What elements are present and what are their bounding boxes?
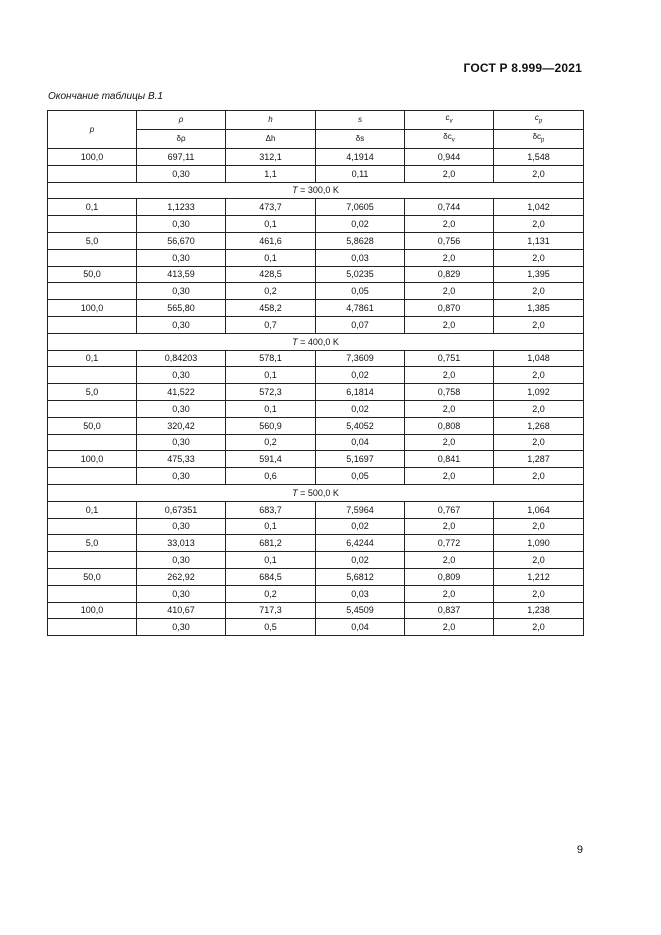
table-cell: 2,0 (405, 316, 494, 333)
table-cell: 2,0 (405, 552, 494, 569)
table-body (48, 149, 584, 636)
table-cell: 683,7 (226, 501, 316, 518)
table-cell: 1,048 (494, 350, 584, 367)
table-cell: 0,6 (226, 468, 316, 485)
table-cell: 0,1 (226, 518, 316, 535)
table-cell (48, 468, 137, 485)
table-cell: 1,1 (226, 165, 316, 182)
table-cell: 0,02 (316, 216, 405, 233)
table-cell: 681,2 (226, 535, 316, 552)
table-cell: 2,0 (494, 216, 584, 233)
table-cell: 0,1 (48, 350, 137, 367)
table-cell: 0,1 (226, 216, 316, 233)
table-cell: 2,0 (405, 165, 494, 182)
table-row (48, 585, 584, 602)
table-cell: 100,0 (48, 149, 137, 166)
table-cell: 1,548 (494, 149, 584, 166)
table-cell: 0,30 (137, 216, 226, 233)
table-cell: 0,02 (316, 552, 405, 569)
table-cell: 2,0 (494, 249, 584, 266)
table-cell: 0,30 (137, 165, 226, 182)
temperature-section-row (48, 484, 584, 501)
table-cell: 5,6812 (316, 568, 405, 585)
table-cell: 320,42 (137, 417, 226, 434)
table-cell: 1,090 (494, 535, 584, 552)
table-cell: 0,67351 (137, 501, 226, 518)
table-cell: 2,0 (405, 400, 494, 417)
table-row (48, 266, 584, 283)
table-cell (48, 585, 137, 602)
table-cell: 1,092 (494, 384, 584, 401)
table-cell: 100,0 (48, 451, 137, 468)
header-cp-uncertainty: $\delta c_p$ (494, 130, 584, 149)
table-cell: 413,59 (137, 266, 226, 283)
table-cell (48, 619, 137, 636)
table-cell: 717,3 (226, 602, 316, 619)
table-cell: 1,042 (494, 199, 584, 216)
table-row (48, 249, 584, 266)
properties-table (47, 110, 584, 636)
header-cv-uncertainty: $\delta c_v$ (405, 130, 494, 149)
header-row-symbols (48, 111, 584, 130)
table-cell: 1,212 (494, 568, 584, 585)
table-row (48, 535, 584, 552)
table-cell: 2,0 (494, 518, 584, 535)
table-cell (48, 518, 137, 535)
table-cell: 0,30 (137, 283, 226, 300)
table-cell: 0,1 (226, 400, 316, 417)
header-entropy-uncertainty: δs (316, 130, 405, 149)
table-cell: 0,30 (137, 249, 226, 266)
table-row (48, 451, 584, 468)
table-row (48, 619, 584, 636)
table-cell: 33,013 (137, 535, 226, 552)
table-cell: 0,30 (137, 619, 226, 636)
table-cell: 50,0 (48, 568, 137, 585)
table-cell: 1,064 (494, 501, 584, 518)
table-row (48, 501, 584, 518)
table-cell: 410,67 (137, 602, 226, 619)
table-cell: 1,395 (494, 266, 584, 283)
table-cell: 2,0 (405, 585, 494, 602)
table-cell: 7,3609 (316, 350, 405, 367)
table-cell: 0,841 (405, 451, 494, 468)
table-cell: 684,5 (226, 568, 316, 585)
table-cell: 56,670 (137, 232, 226, 249)
table-cell (48, 165, 137, 182)
table-cell: 0,870 (405, 300, 494, 317)
table-cell: 41,522 (137, 384, 226, 401)
table-cell: 0,772 (405, 535, 494, 552)
table-cell: 100,0 (48, 602, 137, 619)
header-cp: $c_p$ (494, 111, 584, 130)
table-cell: 5,0 (48, 384, 137, 401)
table-cell: 0,7 (226, 316, 316, 333)
table-row (48, 384, 584, 401)
table-cell: 0,744 (405, 199, 494, 216)
page-number: 9 (576, 844, 583, 856)
table-cell: 572,3 (226, 384, 316, 401)
table-cell (48, 283, 137, 300)
table-cell: 560,9 (226, 417, 316, 434)
table-cell: 0,05 (316, 468, 405, 485)
table-cell: 4,1914 (316, 149, 405, 166)
table-cell: 2,0 (494, 316, 584, 333)
table-cell: 2,0 (494, 283, 584, 300)
table-row (48, 417, 584, 434)
table-cell: 591,4 (226, 451, 316, 468)
table-cell: 0,751 (405, 350, 494, 367)
table-cell: 7,5964 (316, 501, 405, 518)
table-cell: 0,30 (137, 400, 226, 417)
table-cell: 0,11 (316, 165, 405, 182)
table-caption: Окончание таблицы В.1 (48, 91, 163, 102)
table-cell (48, 367, 137, 384)
table-cell: 0,756 (405, 232, 494, 249)
table-row (48, 316, 584, 333)
table-cell: 1,287 (494, 451, 584, 468)
table-cell: 6,1814 (316, 384, 405, 401)
table-cell: 0,03 (316, 249, 405, 266)
table-cell (48, 552, 137, 569)
table-cell: 4,7861 (316, 300, 405, 317)
table-cell: 473,7 (226, 199, 316, 216)
table-cell: 0,1 (226, 552, 316, 569)
table-cell: 5,0235 (316, 266, 405, 283)
table-cell: 0,808 (405, 417, 494, 434)
table-cell: 2,0 (494, 468, 584, 485)
table-cell: 2,0 (405, 518, 494, 535)
table-cell: 0,02 (316, 400, 405, 417)
table-row (48, 552, 584, 569)
table-cell: 2,0 (494, 619, 584, 636)
table-cell: 428,5 (226, 266, 316, 283)
table-cell: 0,1 (48, 501, 137, 518)
table-cell: 2,0 (494, 585, 584, 602)
table-cell (48, 434, 137, 451)
table-cell: 2,0 (494, 400, 584, 417)
header-enthalpy-uncertainty: Δh (226, 130, 316, 149)
table-cell: 312,1 (226, 149, 316, 166)
table-cell: 2,0 (405, 283, 494, 300)
table-row (48, 400, 584, 417)
table-cell: 0,03 (316, 585, 405, 602)
table-cell: 0,05 (316, 283, 405, 300)
table-cell: 0,5 (226, 619, 316, 636)
table-cell (48, 249, 137, 266)
table-cell: 100,0 (48, 300, 137, 317)
table-row (48, 165, 584, 182)
table-cell (48, 316, 137, 333)
header-density: ρ (137, 111, 226, 130)
table-cell: 2,0 (405, 249, 494, 266)
table-cell: 0,30 (137, 316, 226, 333)
table-cell: 1,131 (494, 232, 584, 249)
table-cell: 461,6 (226, 232, 316, 249)
table-cell: 0,30 (137, 468, 226, 485)
table-cell: 0,944 (405, 149, 494, 166)
table-cell: 0,2 (226, 585, 316, 602)
table-cell: 50,0 (48, 266, 137, 283)
table-row (48, 199, 584, 216)
table-cell: 5,4052 (316, 417, 405, 434)
table-cell: 5,0 (48, 232, 137, 249)
table-cell: 2,0 (494, 434, 584, 451)
table-cell: 0,2 (226, 434, 316, 451)
table-cell: 2,0 (494, 367, 584, 384)
table-cell: 0,1 (48, 199, 137, 216)
header-entropy: s (316, 111, 405, 130)
document-standard-title: ГОСТ Р 8.999—2021 (463, 61, 582, 75)
table-row (48, 602, 584, 619)
header-density-uncertainty: δρ (137, 130, 226, 149)
temperature-section-label: T = 300,0 K (48, 182, 584, 199)
table-cell: 578,1 (226, 350, 316, 367)
table-cell: 0,30 (137, 518, 226, 535)
table-cell: 0,04 (316, 619, 405, 636)
table-cell: 7,0605 (316, 199, 405, 216)
table-cell (48, 400, 137, 417)
table-cell: 0,837 (405, 602, 494, 619)
header-enthalpy: h (226, 111, 316, 130)
table-cell: 0,758 (405, 384, 494, 401)
table-cell: 5,1697 (316, 451, 405, 468)
table-cell: 0,1 (226, 249, 316, 266)
table-row (48, 350, 584, 367)
table-cell: 458,2 (226, 300, 316, 317)
table-cell: 0,829 (405, 266, 494, 283)
table-cell: 5,0 (48, 535, 137, 552)
table-cell: 0,30 (137, 552, 226, 569)
table-cell: 1,385 (494, 300, 584, 317)
table-cell: 0,30 (137, 367, 226, 384)
table-cell: 5,8628 (316, 232, 405, 249)
table-row (48, 568, 584, 585)
table-cell: 1,238 (494, 602, 584, 619)
temperature-section-label: T = 500,0 K (48, 484, 584, 501)
table-cell (48, 216, 137, 233)
header-cv: $c_v$ (405, 111, 494, 130)
table-cell: 565,80 (137, 300, 226, 317)
table-cell: 262,92 (137, 568, 226, 585)
table-cell: 0,1 (226, 367, 316, 384)
temperature-section-row (48, 333, 584, 350)
table-row (48, 283, 584, 300)
table-cell: 2,0 (405, 434, 494, 451)
table-cell: 2,0 (405, 216, 494, 233)
table-cell: 0,809 (405, 568, 494, 585)
table-cell: 0,84203 (137, 350, 226, 367)
table-row (48, 367, 584, 384)
table-cell: 5,4509 (316, 602, 405, 619)
table-cell: 0,02 (316, 518, 405, 535)
table-cell: 1,1233 (137, 199, 226, 216)
table-cell: 0,07 (316, 316, 405, 333)
table-cell: 0,02 (316, 367, 405, 384)
table-header (48, 111, 584, 149)
table-cell: 2,0 (494, 165, 584, 182)
table-cell: 0,2 (226, 283, 316, 300)
table-cell: 0,30 (137, 585, 226, 602)
table-cell: 2,0 (405, 619, 494, 636)
header-pressure: p (48, 111, 137, 149)
table-cell: 475,33 (137, 451, 226, 468)
table-cell: 0,30 (137, 434, 226, 451)
table-row (48, 468, 584, 485)
temperature-section-label: T = 400,0 K (48, 333, 584, 350)
table-row (48, 300, 584, 317)
table-cell: 697,11 (137, 149, 226, 166)
table-cell: 1,268 (494, 417, 584, 434)
table-cell: 0,767 (405, 501, 494, 518)
table-row (48, 518, 584, 535)
table-cell: 2,0 (405, 367, 494, 384)
table-row (48, 149, 584, 166)
table-cell: 0,04 (316, 434, 405, 451)
table-cell: 2,0 (405, 468, 494, 485)
table-row (48, 434, 584, 451)
table-cell: 2,0 (494, 552, 584, 569)
table-cell: 6,4244 (316, 535, 405, 552)
temperature-section-row (48, 182, 584, 199)
table-row (48, 232, 584, 249)
table-row (48, 216, 584, 233)
table-cell: 50,0 (48, 417, 137, 434)
